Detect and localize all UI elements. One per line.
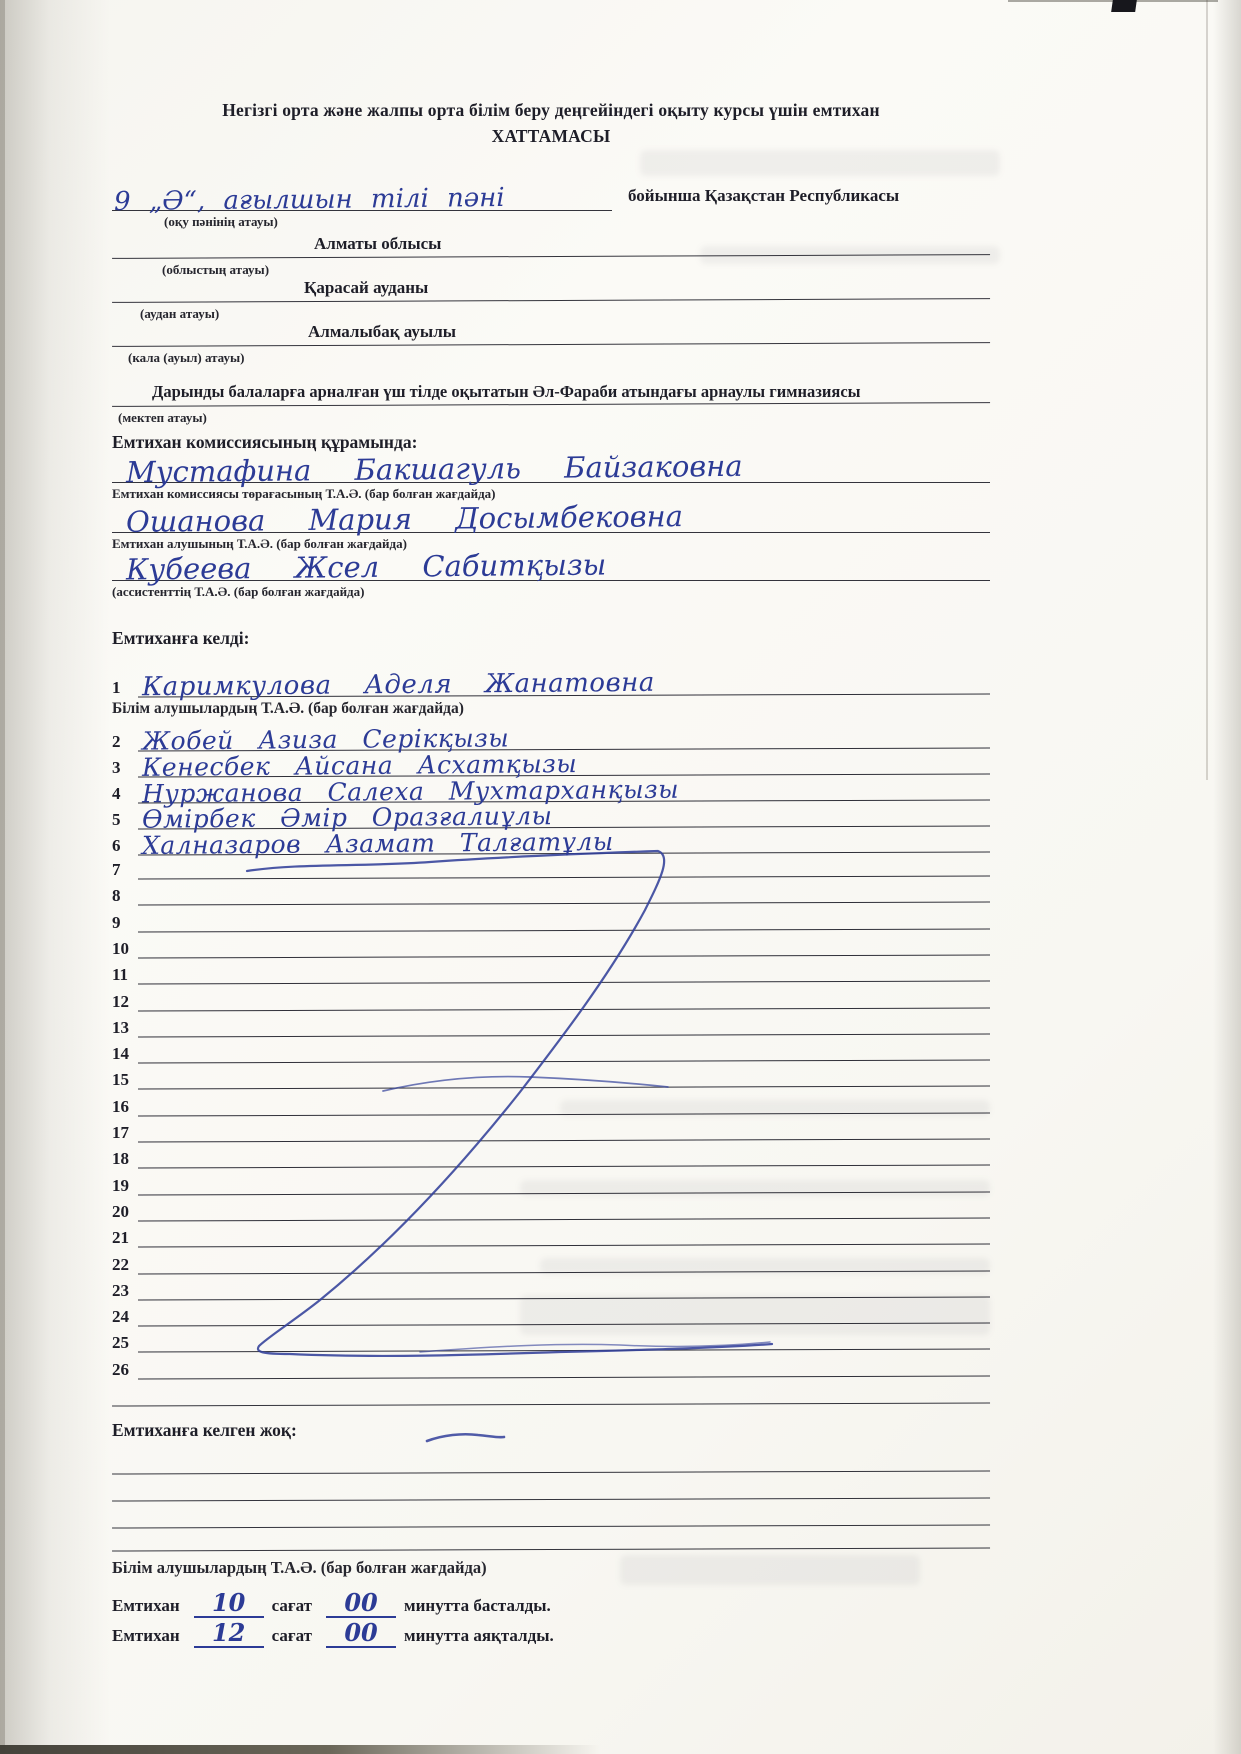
attendance-row-8 [112,882,990,904]
attendance-row-6 [112,826,990,861]
row-line [138,981,990,985]
attendance-row-17 [112,1119,990,1141]
row-number: 5 [112,810,121,829]
row-line [138,1296,990,1300]
row-line [138,1033,990,1037]
row-number: 2 [112,732,121,751]
absent-blank-line [112,1525,990,1551]
student-name: Халназаров Азамат Талғатұлы [141,826,614,861]
row-number: 10 [112,938,129,958]
row-number: 20 [112,1201,129,1221]
school-value: Дарынды балаларға арналған үш тілде оқытатын Әл-Фараби атындағы арнаулы гимназиясы [152,382,861,401]
row-number: 17 [112,1123,129,1142]
village-field-line [112,316,990,347]
exam-end-suffix: минутта аяқталды. [404,1626,554,1645]
row-number: 12 [112,991,129,1011]
exam-start-row [112,1590,551,1618]
row-line [138,1244,990,1248]
student-name: Кенесбек Айсана Асхатқызы [141,749,578,782]
exam-end-minute: 00 [326,1620,396,1648]
row-line [138,1270,990,1274]
attendance-row-25 [112,1329,990,1351]
attendance-row-22 [112,1251,990,1273]
document-title-line2: ХАТТАМАСЫ [491,126,611,146]
footer-students-caption: Білім алушылардың Т.А.Ә. (бар болған жағдайда) [112,1558,487,1577]
row-line [138,954,990,958]
row-number: 18 [112,1149,129,1169]
attendance-heading: Емтиханға келді: [112,628,250,648]
row-line [138,1007,990,1011]
attendance-row-13 [112,1014,990,1036]
row-number: 22 [112,1254,129,1274]
row-number: 4 [112,784,121,803]
examiner-field-line [112,499,990,539]
row-number: 7 [112,860,121,879]
attendance-row-9 [112,909,990,931]
attendance-row-24 [112,1303,990,1325]
row-line [138,1323,990,1327]
row-line [138,1086,990,1090]
scan-left-shadow [0,0,110,1754]
students-caption: Білім алушылардың Т.А.Ә. (бар болған жағдайда) [112,700,464,717]
scan-right-shadow [1213,0,1241,1754]
region-field-line [112,228,990,259]
attendance-row-14 [112,1040,990,1062]
attendance-row-15 [112,1066,990,1088]
row-line [138,1375,990,1379]
row-number: 11 [112,965,129,985]
scan-corner-mark [1111,0,1137,12]
school-caption: (мектеп атауы) [118,410,207,425]
exam-end-hour-label: сағат [271,1626,313,1645]
region-value: Алматы облысы [314,234,442,253]
student-name: Өмірбек Әмір Оразғалиұлы [141,801,553,834]
exam-start-hour-label: сағат [271,1596,313,1615]
scan-left-edge [0,0,5,1754]
absent-blank-line [112,1475,990,1501]
exam-start-minute: 00 [326,1590,396,1618]
row-number: 19 [112,1175,129,1195]
row-line [138,902,990,906]
row-number: 15 [112,1070,129,1090]
extra-blank-line [112,1380,990,1406]
row-number: 26 [112,1359,129,1379]
absent-blank-line [112,1502,990,1528]
region-caption: (облыстың атауы) [162,262,270,277]
row-line [138,1060,990,1064]
row-number: 16 [112,1096,129,1116]
attendance-row-23 [112,1277,990,1299]
attendance-row-21 [112,1224,990,1246]
subject-caption: (оқу пәнінің атауы) [164,214,278,229]
row-line [138,1139,990,1143]
attendance-row-3 [112,749,990,782]
subject-field-line [112,170,612,218]
row-number: 24 [112,1307,129,1327]
attendance-row-19 [112,1172,990,1194]
chairman-caption: Емтихан комиссиясы төрағасының Т.А.Ә. (бар болған жағдайда) [112,486,496,501]
row-line [138,1112,990,1116]
row-number: 1 [112,678,121,697]
examiner-caption: Емтихан алушының Т.А.Ә. (бар болған жағдайда) [112,536,407,551]
row-number: 13 [112,1017,129,1037]
district-field-line [112,272,990,303]
student-name: Нуржанова Салеха Мухтарханқызы [141,774,680,809]
row-line [138,876,990,880]
row-line [138,928,990,932]
subject-suffix-text: бойынша Қазақстан Республикасы [628,186,900,205]
attendance-row-11 [112,961,990,983]
row-line [138,1217,990,1221]
exam-end-word: Емтихан [112,1626,180,1645]
row-number: 14 [112,1044,129,1064]
assistant-name: Кубеева Жсел Сабитқызы [125,547,607,587]
attendance-row-1 [112,660,990,703]
attendance-row-16 [112,1093,990,1115]
row-number: 9 [112,912,121,932]
document-title-line1: Негізгі орта және жалпы орта білім беру деңгейіндегі оқыту курсы үшін емтихан [222,100,880,120]
row-number: 23 [112,1280,129,1300]
row-number: 6 [112,836,121,855]
row-number: 8 [112,886,121,906]
attendance-row-5 [112,801,990,834]
absent-blank-line [112,1448,990,1474]
exam-end-row [112,1620,554,1648]
chairman-field-line [112,448,990,490]
assistant-field-line [112,547,990,587]
attendance-row-4 [112,774,990,809]
attendance-row-18 [112,1145,990,1167]
paper-crease [1206,0,1208,780]
attendance-row-7 [112,856,990,878]
attendance-row-2 [112,723,990,756]
document-body [112,0,990,1754]
student-name: Жобей Азиза Серікқызы [141,723,510,756]
exam-start-word: Емтихан [112,1596,180,1615]
attendance-row-26 [112,1356,990,1378]
row-number: 21 [112,1228,129,1248]
village-caption: (кала (ауыл) атауы) [128,350,245,365]
row-line [138,1165,990,1169]
row-number: 25 [112,1333,129,1353]
commission-heading: Емтихан комиссиясының құрамында: [112,432,418,452]
row-number: 3 [112,758,121,777]
attendance-row-12 [112,988,990,1010]
assistant-caption: (ассистенттің Т.А.Ә. (бар болған жағдайда) [112,584,365,599]
exam-end-hour: 12 [194,1620,264,1648]
row-line [138,1349,990,1353]
student-name: Каримкулова Аделя Жанатовна [141,667,655,703]
attendance-row-10 [112,935,990,957]
exam-start-hour: 10 [194,1590,264,1618]
row-line [138,1191,990,1195]
chairman-name: Мустафина Бакшагуль Байзаковна [125,448,743,490]
absent-heading: Емтиханға келген жоқ: [112,1420,297,1440]
district-caption: (аудан атауы) [140,306,220,321]
examiner-name: Ошанова Мария Досымбековна [125,499,684,539]
exam-start-suffix: минутта басталды. [404,1596,551,1615]
village-value: Алмалыбақ ауылы [308,322,457,341]
attendance-row-20 [112,1198,990,1220]
district-value: Қарасай ауданы [304,278,429,297]
subject-handwritten-value: 9 „Ә“, ағылшын тілі пәні [113,182,505,218]
